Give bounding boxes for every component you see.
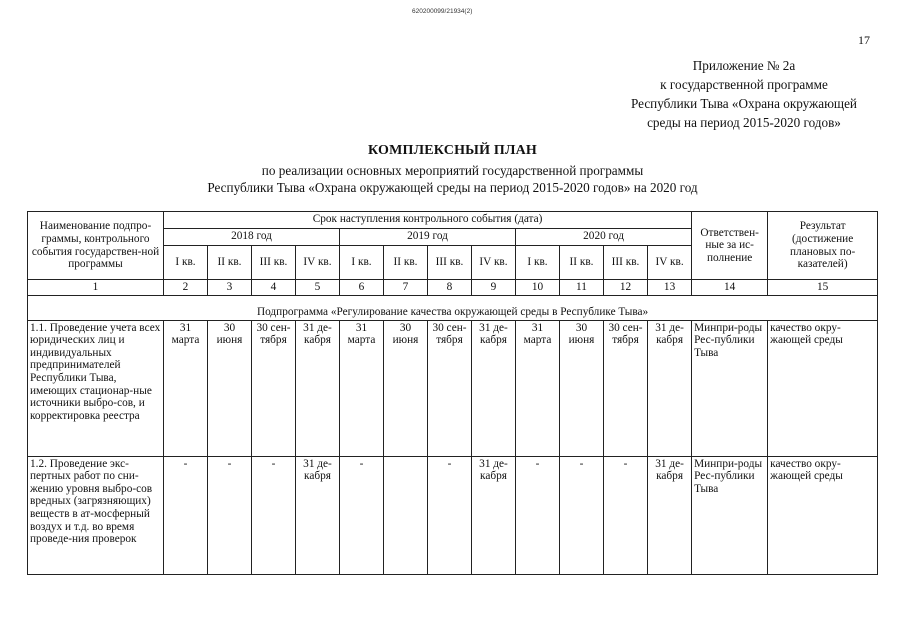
date-cell: - — [164, 456, 208, 574]
date-cell — [384, 456, 428, 574]
subprogram-heading: Подпрограмма «Регулирование качества окружающей среды в Республике Тыва» — [28, 295, 878, 320]
date-cell: 30 сен-тября — [252, 320, 296, 456]
date-cell: 31 де-кабря — [472, 456, 516, 574]
table-row — [28, 456, 878, 574]
appendix-line: Республики Тыва «Охрана окружающей — [630, 96, 857, 111]
date-cell: 31 де-кабря — [648, 456, 692, 574]
header-quarter: I кв. — [340, 246, 384, 280]
header-quarter: III кв. — [428, 246, 472, 280]
column-number: 10 — [516, 280, 560, 296]
page-number: 17 — [858, 33, 870, 47]
header-quarter: I кв. — [164, 246, 208, 280]
responsible-cell: Минпри-роды Рес-публики Тыва — [692, 456, 768, 574]
appendix-line: среды на период 2015-2020 годов» — [647, 115, 841, 130]
header-name: Наименование подпро-граммы, контрольного события государствен-ной программы — [28, 212, 164, 280]
header-quarter: II кв. — [208, 246, 252, 280]
appendix-note — [631, 56, 857, 132]
header-quarter: IV кв. — [648, 246, 692, 280]
date-cell: - — [340, 456, 384, 574]
date-cell: 31 марта — [164, 320, 208, 456]
plan-table — [27, 211, 878, 575]
column-number: 8 — [428, 280, 472, 296]
header-year: 2019 год — [340, 229, 516, 246]
column-number: 11 — [560, 280, 604, 296]
subtitle-line: по реализации основных мероприятий государственной программы — [261, 163, 644, 178]
header-quarter: I кв. — [516, 246, 560, 280]
date-cell: - — [252, 456, 296, 574]
header-quarter: II кв. — [560, 246, 604, 280]
header-quarter: IV кв. — [472, 246, 516, 280]
column-number: 14 — [692, 280, 768, 296]
column-number: 15 — [768, 280, 878, 296]
header-quarter: III кв. — [604, 246, 648, 280]
column-number: 3 — [208, 280, 252, 296]
date-cell: 30 июня — [208, 320, 252, 456]
date-cell: 30 сен-тября — [604, 320, 648, 456]
date-cell: - — [208, 456, 252, 574]
event-name: 1.2. Проведение экс-пертных работ по сни-жению уровня выбро-сов вредных (загрязняющих) веществ в ат-мосферный воздух и т.д. во время проведе-ния проверок — [28, 456, 164, 574]
result-cell: качество окру-жающей среды — [768, 320, 878, 456]
document-title: КОМПЛЕКСНЫЙ ПЛАН — [367, 143, 538, 158]
responsible-cell: Минпри-роды Рес-публики Тыва — [692, 320, 768, 456]
document-stamp: 620200099/21934(2) — [412, 8, 473, 15]
header-quarter: II кв. — [384, 246, 428, 280]
column-number: 1 — [28, 280, 164, 296]
event-name: 1.1. Проведение учета всех юридических лиц и индивидуальных предпринимателей Республики Тыва, имеющих стационар-ные источники выбро-сов, и корректировка реестра — [28, 320, 164, 456]
date-cell: - — [428, 456, 472, 574]
header-year: 2020 год — [516, 229, 692, 246]
date-cell: 31 де-кабря — [296, 456, 340, 574]
date-cell: - — [604, 456, 648, 574]
header-responsible: Ответствен-ные за ис-полнение — [692, 212, 768, 280]
date-cell: 31 де-кабря — [296, 320, 340, 456]
date-cell: 31 марта — [516, 320, 560, 456]
column-number: 12 — [604, 280, 648, 296]
header-period: Срок наступления контрольного события (дата) — [164, 212, 692, 229]
appendix-line: Приложение № 2а — [692, 58, 796, 73]
date-cell: 30 июня — [560, 320, 604, 456]
column-number: 2 — [164, 280, 208, 296]
column-number: 13 — [648, 280, 692, 296]
date-cell: 31 де-кабря — [472, 320, 516, 456]
date-cell: - — [516, 456, 560, 574]
column-number: 6 — [340, 280, 384, 296]
date-cell: 30 сен-тября — [428, 320, 472, 456]
date-cell: 30 июня — [384, 320, 428, 456]
column-number: 4 — [252, 280, 296, 296]
result-cell: качество окру-жающей среды — [768, 456, 878, 574]
document-subtitle — [0, 162, 905, 196]
date-cell: 31 марта — [340, 320, 384, 456]
column-number: 7 — [384, 280, 428, 296]
column-number: 5 — [296, 280, 340, 296]
header-quarter: III кв. — [252, 246, 296, 280]
header-result: Результат (достижение плановых по-казателей) — [768, 212, 878, 280]
header-year: 2018 год — [164, 229, 340, 246]
appendix-line: к государственной программе — [660, 77, 828, 92]
column-number: 9 — [472, 280, 516, 296]
header-quarter: IV кв. — [296, 246, 340, 280]
table-row — [28, 320, 878, 456]
date-cell: - — [560, 456, 604, 574]
date-cell: 31 де-кабря — [648, 320, 692, 456]
subtitle-line: Республики Тыва «Охрана окружающей среды на период 2015-2020 годов» на 2020 год — [207, 180, 698, 195]
